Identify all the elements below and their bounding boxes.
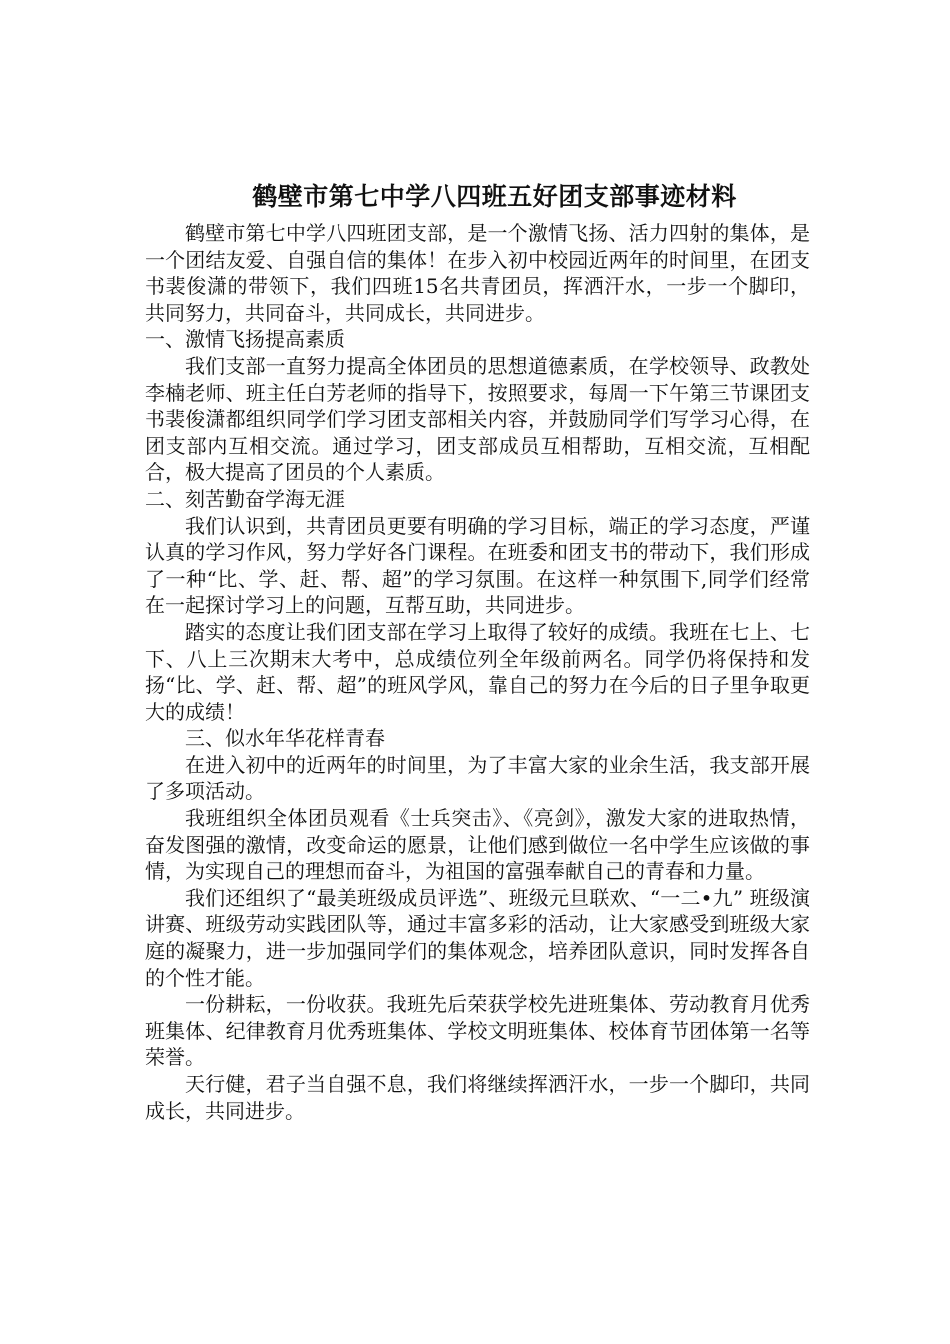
section-2-heading: 二、刻苦勤奋学海无涯 xyxy=(145,486,345,511)
section-1-paragraph-1: 我们支部一直努力提高全体团员的思想道德素质，在学校领导、政教处李楠老师、班主任白芳老师的指导下，按照要求，每周一下午第三节课团支书裴俊潇都组织同学们学习团支部相关内容，并鼓励同学们写学习心得，在团支部内互相交流。通过学习，团支部成员互相帮助，互相交流，互相配合，极大提高了团员的个人素质。 xyxy=(145,353,810,485)
section-3-heading: 三、似水年华花样青春 xyxy=(185,726,385,751)
section-3-paragraph-4: 一份耕耘，一份收获。我班先后荣获学校先进班集体、劳动教育月优秀班集体、纪律教育月优秀班集体、学校文明班集体、校体育节团体第一名等荣誉。 xyxy=(145,992,810,1070)
section-3-paragraph-3: 我们还组织了“最美班级成员评选”、班级元旦联欢、“一二•九” 班级演讲赛、班级劳动实践团队等，通过丰富多彩的活动，让大家感受到班级大家庭的凝聚力，进一步加强同学们的集体观念，培养团队意识，同时发挥各自的个性才能。 xyxy=(145,885,810,990)
document-body xyxy=(145,178,810,1124)
document-title: 鹤壁市第七中学八四班五好团支部事迹材料 xyxy=(252,182,737,211)
section-2-paragraph-1: 我们认识到，共青团员更要有明确的学习目标，端正的学习态度，严谨认真的学习作风，努力学好各门课程。在班委和团支书的带动下，我们形成了一种“比、学、赶、帮、超”的学习氛围。在这样一种氛围下,同学们经常在一起探讨学习上的问题，互帮互助，共同进步。 xyxy=(145,513,810,618)
section-3-paragraph-1: 在进入初中的近两年的时间里，为了丰富大家的业余生活，我支部开展了多项活动。 xyxy=(145,752,810,804)
section-2-paragraph-2: 踏实的态度让我们团支部在学习上取得了较好的成绩。我班在七上、七下、八上三次期末大考中，总成绩位列全年级前两名。同学仍将保持和发扬“比、学、赶、帮、超”的班风学风，靠自己的努力在今后的日子里争取更大的成绩！ xyxy=(145,619,810,724)
intro-paragraph: 鹤壁市第七中学八四班团支部，是一个激情飞扬、活力四射的集体，是一个团结友爱、自强自信的集体！在步入初中校园近两年的时间里，在团支书裴俊潇的带领下，我们四班15名共青团员，挥洒汗水，一步一个脚印，共同努力，共同奋斗，共同成长，共同进步。 xyxy=(145,221,810,325)
closing-paragraph: 天行健，君子当自强不息，我们将继续挥洒汗水，一步一个脚印，共同成长，共同进步。 xyxy=(145,1072,810,1123)
section-3-paragraph-2: 我班组织全体团员观看《士兵突击》、《亮剑》，激发大家的进取热情，奋发图强的激情，改变命运的愿景，让他们感到做位一名中学生应该做的事情，为实现自己的理想而奋斗，为祖国的富强奉献自己的青春和力量。 xyxy=(145,806,810,884)
section-1-heading: 一、激情飞扬提高素质 xyxy=(145,327,345,352)
